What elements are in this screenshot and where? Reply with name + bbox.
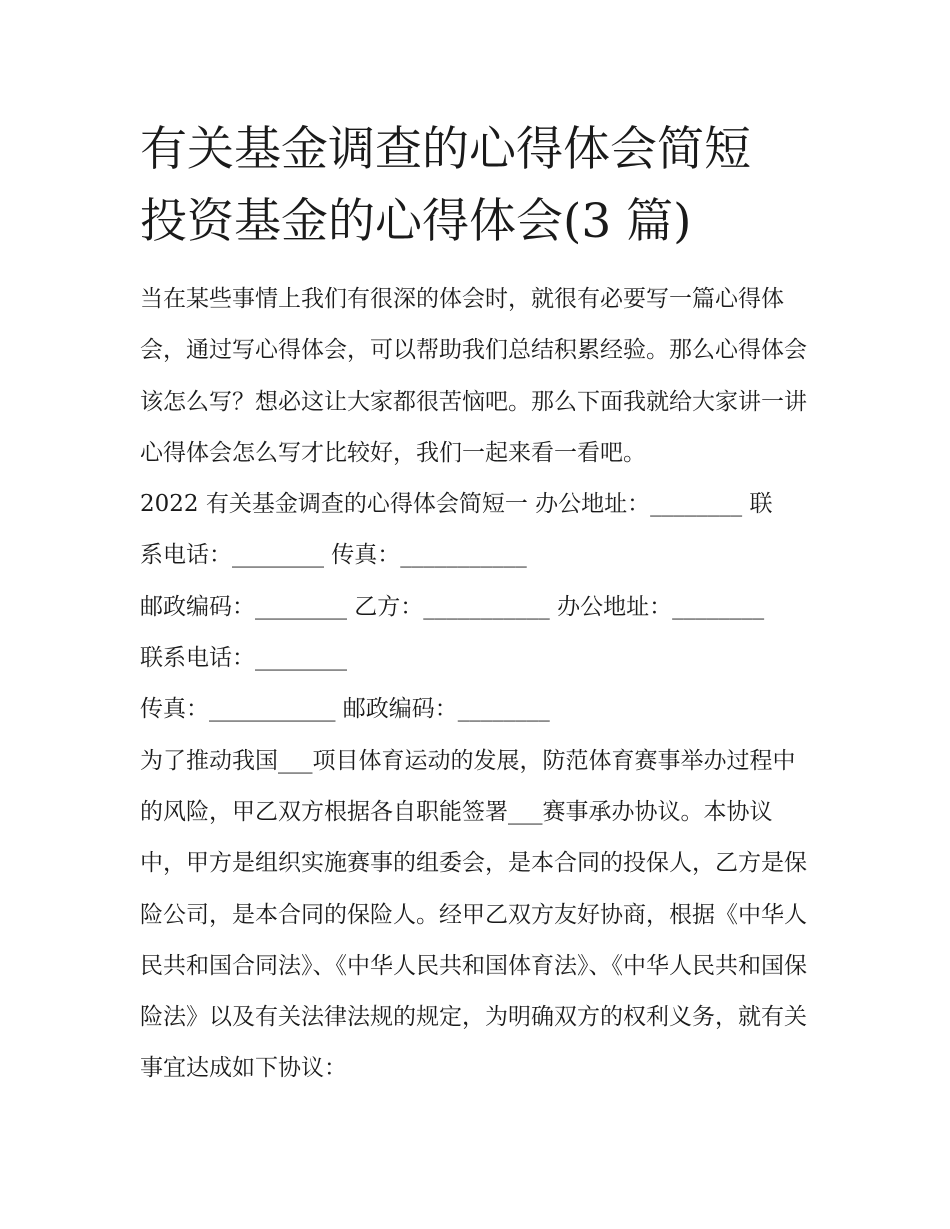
document-page bbox=[140, 114, 816, 1095]
page-title bbox=[140, 114, 816, 258]
section-heading-line-2: 系电话：________ 传真：___________ bbox=[140, 542, 527, 569]
section-heading-line-1: 2022 有关基金调查的心得体会简短一 办公地址：________ 联 bbox=[140, 491, 773, 518]
intro-paragraph: 当在某些事情上我们有很深的体会时，就很有必要写一篇心得体会，通过写心得体会，可以帮助我们总结积累经验。那么心得体会该怎么写？想必这让大家都很苦恼吧。那么下面我就给大家讲一讲心得体会怎么写才比较好，我们一起来看一看吧。 bbox=[140, 286, 807, 466]
party-info-line-3: 传真：___________ 邮政编码：________ bbox=[140, 696, 550, 723]
party-info-line-1: 邮政编码：________ 乙方：___________ 办公地址：________ bbox=[140, 593, 765, 620]
body-paragraph: 为了推动我国___项目体育运动的发展，防范体育赛事举办过程中的风险，甲乙双方根据各自职能签署___赛事承办协议。本协议中，甲方是组织实施赛事的组委会，是本合同的投保人，乙方是保险公司，是本合同的保险人。经甲乙双方友好协商，根据《中华人民共和国合同法》、《中华人民共和国体育法》、《中华人民共和国保险法》以及有关法律法规的规定，为明确双方的权利义务，就有关事宜达成如下协议： bbox=[140, 747, 807, 1082]
title-line-2: 投资基金的心得体会(3 篇) bbox=[140, 194, 692, 249]
title-line-1: 有关基金调查的心得体会简短 bbox=[140, 122, 751, 177]
party-info-line-2: 联系电话：________ bbox=[140, 645, 347, 672]
